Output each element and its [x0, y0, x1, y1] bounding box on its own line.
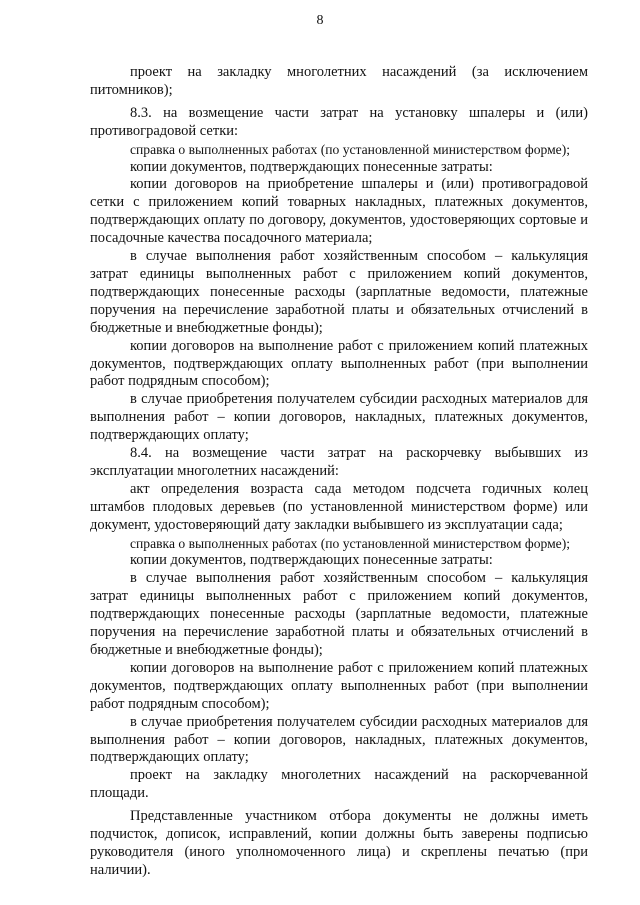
paragraph: проект на закладку многолетних насаждений (за исключением питомников);: [90, 64, 588, 98]
paragraph: копии договоров на выполнение работ с приложением копий платежных документов, подтверждающих оплату выполненных работ (при выполнении работ подрядным способом);: [90, 659, 588, 712]
closing-paragraph: Представленные участником отбора документы не должны иметь подчисток, дописок, исправлений, копии должны быть заверены подписью руководителя (иного уполномоченного лица) и скреплены печатью (при наличии).: [90, 808, 588, 878]
paragraph: в случае выполнения работ хозяйственным способом – калькуляция затрат единицы выполненных работ с приложением копий документов, подтверждающих понесенные расходы (зарплатные ведомости, платежные поручения на перечисление заработной платы и обязательных отчислений в бюджетные и внебюджетные фонды);: [90, 570, 588, 658]
paragraph: проект на закладку многолетних насаждений на раскорчеванной площади.: [90, 767, 588, 802]
paragraph: в случае приобретения получателем субсидии расходных материалов для выполнения работ – копии договоров, накладных, платежных документов, подтверждающих оплату;: [90, 391, 588, 444]
paragraph: копии документов, подтверждающих понесенные затраты:: [130, 158, 493, 175]
paragraph: справка о выполненных работах (по установленной министерством форме);: [130, 141, 571, 157]
page-number: 8: [316, 13, 324, 28]
paragraph: в случае приобретения получателем субсидии расходных материалов для выполнения работ – копии договоров, накладных, платежных документов, подтверждающих оплату;: [90, 713, 588, 766]
paragraph: акт определения возраста сада методом подсчета годичных колец штамбов плодовых деревьев (по установленной министерством форме) или документ, удостоверяющий дату закладки выбывшего из эксплуатации сада;: [90, 480, 588, 533]
paragraph: справка о выполненных работах (по установленной министерством форме);: [130, 535, 571, 551]
document-body: [90, 64, 588, 880]
paragraph: копии договоров на выполнение работ с приложением копий платежных документов, подтверждающих оплату выполненных работ (при выполнении работ подрядным способом);: [90, 337, 588, 390]
paragraph: в случае выполнения работ хозяйственным способом – калькуляция затрат единицы выполненных работ с приложением копий документов, подтверждающих понесенные расходы (зарплатные ведомости, платежные поручения на перечисление заработной платы и обязательных отчислений в бюджетные и внебюджетные фонды);: [90, 248, 588, 336]
paragraph: копии документов, подтверждающих понесенные затраты:: [130, 552, 493, 569]
section-8-4-heading: 8.4. на возмещение части затрат на раскорчевку выбывших из эксплуатации многолетних насаждений:: [90, 445, 588, 479]
section-8-3-heading: 8.3. на возмещение части затрат на установку шпалеры и (или) противоградовой сетки:: [90, 104, 588, 139]
paragraph: копии договоров на приобретение шпалеры и (или) противоградовой сетки с приложением копий товарных накладных, платежных документов, подтверждающих оплату по договору, документов, удостоверяющих сортовые и посадочные качества посадочного материала;: [90, 176, 588, 247]
